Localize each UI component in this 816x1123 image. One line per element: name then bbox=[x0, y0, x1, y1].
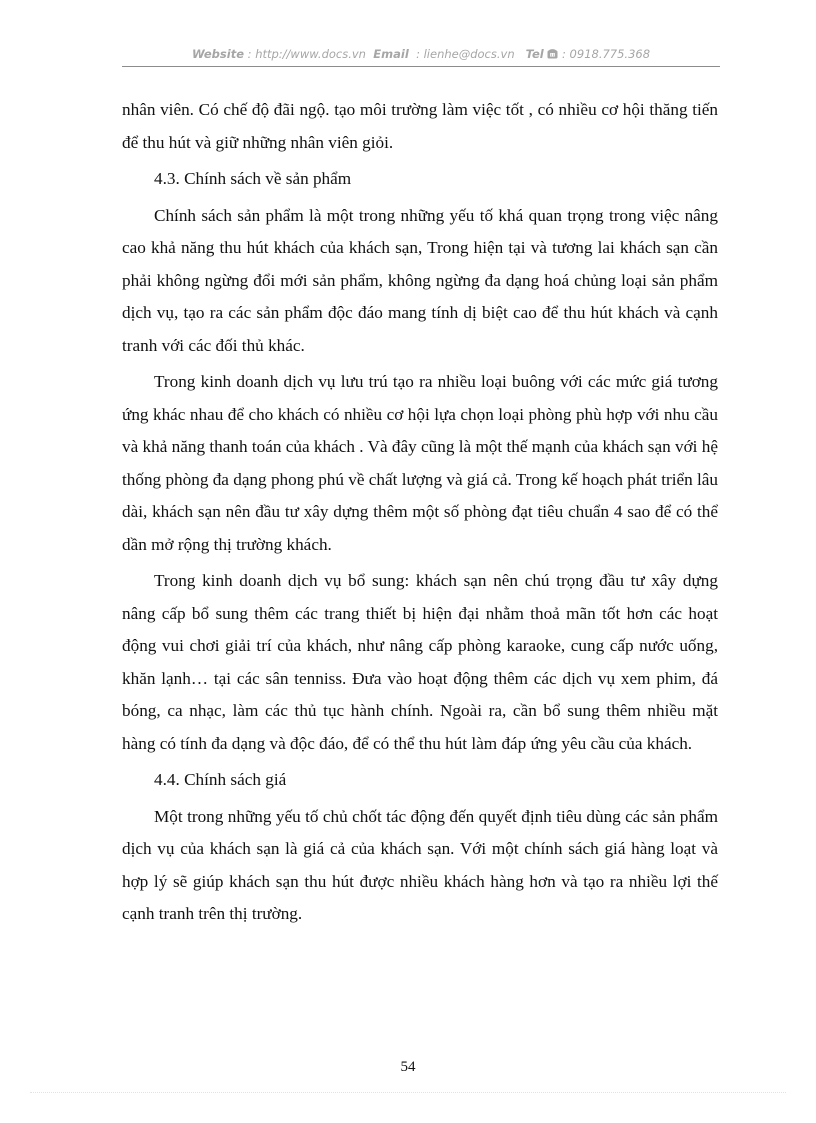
paragraph-price-policy: Một trong những yếu tố chủ chốt tác động đến quyết định tiêu dùng các sản phẩm dịch vụ của khách sạn là giá cả của khách sạn. Với một chính sách giá hàng loạt và hợp lý sẽ giúp khách sạn thu hút được nhiều khách hàng hơn và tạo ra nhiều lợi thế cạnh tranh trên thị trường. bbox=[122, 806, 718, 923]
page-header bbox=[122, 47, 720, 61]
email-value: : lienhe@docs.vn bbox=[416, 47, 515, 61]
email-label: Email bbox=[373, 47, 409, 61]
page-number: 54 bbox=[400, 1059, 416, 1075]
header-divider bbox=[122, 66, 720, 67]
paragraph-staff-policy: nhân viên. Có chế độ đãi ngộ. tạo môi trường làm việc tốt , có nhiều cơ hội thăng tiến để thu hút và giữ những nhân viên giỏi. bbox=[122, 100, 718, 152]
website-label: Website bbox=[191, 47, 245, 61]
document-body bbox=[122, 94, 718, 931]
section-heading-product-policy: 4.3. Chính sách về sản phẩm bbox=[154, 169, 352, 188]
footer-divider bbox=[30, 1092, 786, 1093]
tel-label: Tel bbox=[525, 47, 544, 61]
paragraph-accommodation-services: Trong kinh doanh dịch vụ lưu trú tạo ra nhiều loại buông với các mức giá tương ứng khác nhau để cho khách có nhiều cơ hội lựa chọn loại phòng phù hợp với nhu cầu và khả năng thanh toán của khách . Và đây cũng là một thế mạnh của khách sạn với hệ thống phòng đa dạng phong phú về chất lượng và giá cả. Trong kế hoạch phát triển lâu dài, khách sạn nên đầu tư xây dựng thêm một số phòng đạt tiêu chuẩn 4 sao để có thể dần mở rộng thị trường khách. bbox=[122, 372, 718, 554]
paragraph-supplementary-services: Trong kinh doanh dịch vụ bổ sung: khách sạn nên chú trọng đầu tư xây dựng nâng cấp bổ sung thêm các trang thiết bị hiện đại nhằm thoả mãn tốt hơn các hoạt động vui chơi giải trí của khách, như nâng cấp phòng karaoke, cung cấp nước uống, khăn lạnh… tại các sân tenniss. Đưa vào hoạt động thêm các dịch vụ xem phim, đá bóng, ca nhạc, làm các thủ tục hành chính. Ngoài ra, cần bổ sung thêm nhiều mặt hàng có tính đa dạng và độc đáo, để có thể thu hút làm đáp ứng yêu cầu của khách. bbox=[122, 571, 718, 753]
paragraph-product-policy: Chính sách sản phẩm là một trong những yếu tố khá quan trọng trong việc nâng cao khả năng thu hút khách của khách sạn, Trong hiện tại và tương lai khách sạn cần phải không ngừng đổi mới sản phẩm, không ngừng đa dạng hoá chủng loại sản phẩm dịch vụ, tạo ra các sản phẩm độc đáo mang tính dị biệt cao để thu hút khách và cạnh tranh với các đối thủ khác. bbox=[122, 205, 718, 355]
tel-value: : 0918.775.368 bbox=[562, 47, 651, 61]
website-value: : http://www.docs.vn bbox=[247, 47, 366, 61]
phone-icon bbox=[547, 47, 558, 61]
section-heading-price-policy: 4.4. Chính sách giá bbox=[154, 770, 287, 789]
